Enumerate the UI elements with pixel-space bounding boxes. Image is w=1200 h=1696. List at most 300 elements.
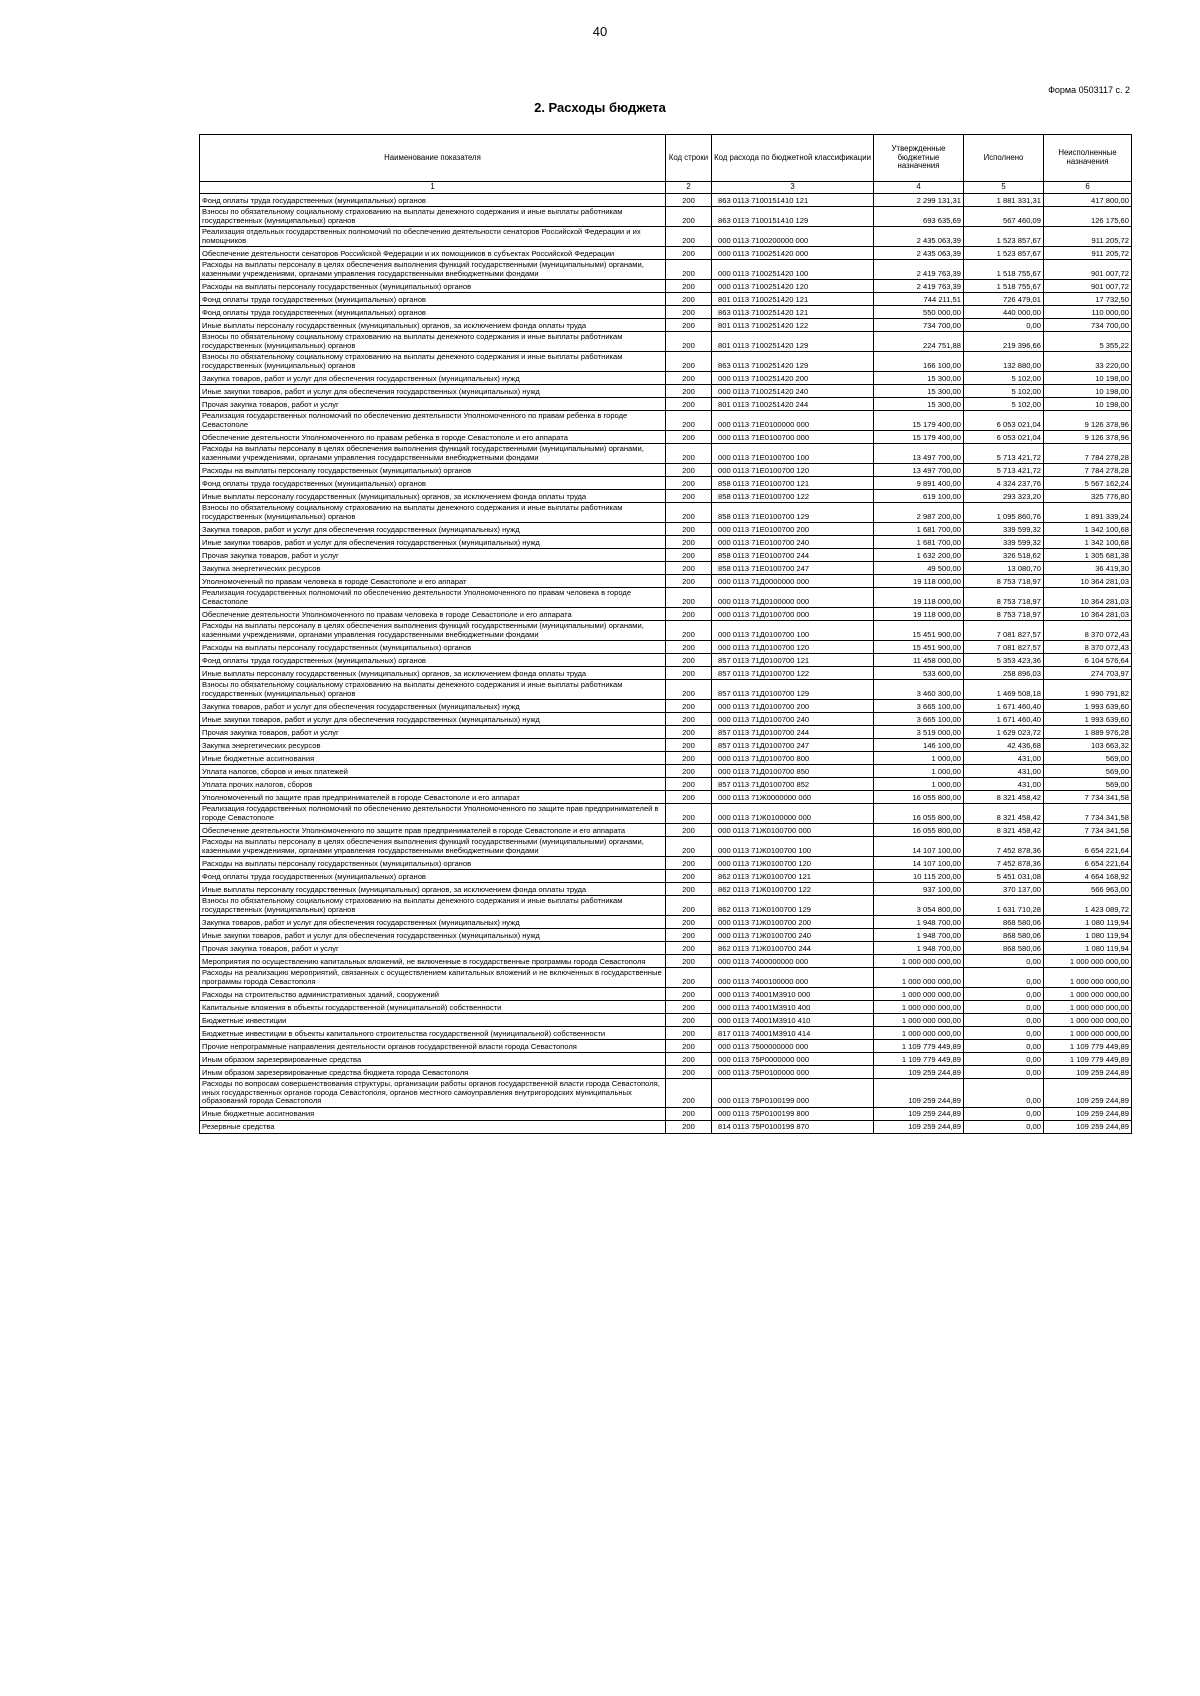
row-unexecuted: 9 126 378,96	[1044, 411, 1132, 431]
table-row	[200, 752, 1132, 765]
row-name: Капитальные вложения в объекты государственной (муниципальной) собственности	[200, 1001, 666, 1014]
row-executed: 1 631 710,28	[964, 896, 1044, 916]
row-line-code: 200	[666, 929, 712, 942]
row-approved: 2 987 200,00	[874, 503, 964, 523]
row-approved: 13 497 700,00	[874, 444, 964, 464]
table-row	[200, 1120, 1132, 1133]
row-unexecuted: 566 963,00	[1044, 883, 1132, 896]
row-classification-code: 858 0113 71Е0100700 247	[712, 562, 874, 575]
row-executed: 13 080,70	[964, 562, 1044, 575]
row-executed: 8 753 718,97	[964, 588, 1044, 608]
row-line-code: 200	[666, 955, 712, 968]
row-line-code: 200	[666, 870, 712, 883]
row-unexecuted: 569,00	[1044, 765, 1132, 778]
row-unexecuted: 1 342 100,68	[1044, 523, 1132, 536]
row-name: Реализация отдельных государственных полномочий по обеспечению деятельности сенаторов Российской Федерации и их помощников	[200, 227, 666, 247]
row-classification-code: 000 0113 71Е0100000 000	[712, 411, 874, 431]
row-name: Фонд оплаты труда государственных (муниципальных) органов	[200, 194, 666, 207]
row-classification-code: 857 0113 71Д0100700 122	[712, 667, 874, 680]
row-name: Расходы на выплаты персоналу государственных (муниципальных) органов	[200, 641, 666, 654]
row-approved: 10 115 200,00	[874, 870, 964, 883]
row-classification-code: 857 0113 71Д0100700 247	[712, 739, 874, 752]
row-executed: 4 324 237,76	[964, 477, 1044, 490]
row-unexecuted: 36 419,30	[1044, 562, 1132, 575]
row-approved: 1 000 000 000,00	[874, 1027, 964, 1040]
row-line-code: 200	[666, 667, 712, 680]
row-executed: 1 629 023,72	[964, 726, 1044, 739]
row-approved: 109 259 244,89	[874, 1120, 964, 1133]
row-executed: 339 599,32	[964, 523, 1044, 536]
row-line-code: 200	[666, 490, 712, 503]
table-row	[200, 654, 1132, 667]
row-classification-code: 801 0113 7100251420 129	[712, 332, 874, 352]
row-executed: 42 436,68	[964, 739, 1044, 752]
row-line-code: 200	[666, 562, 712, 575]
row-line-code: 200	[666, 726, 712, 739]
row-unexecuted: 1 109 779 449,89	[1044, 1053, 1132, 1066]
row-executed: 567 460,09	[964, 207, 1044, 227]
row-unexecuted: 417 800,00	[1044, 194, 1132, 207]
column-number: 3	[712, 182, 874, 194]
row-approved: 3 665 100,00	[874, 700, 964, 713]
row-unexecuted: 1 109 779 449,89	[1044, 1040, 1132, 1053]
table-row	[200, 490, 1132, 503]
row-classification-code: 863 0113 7100251420 121	[712, 306, 874, 319]
row-executed: 6 053 021,04	[964, 411, 1044, 431]
row-approved: 3 460 300,00	[874, 680, 964, 700]
row-approved: 19 118 000,00	[874, 575, 964, 588]
row-executed: 370 137,00	[964, 883, 1044, 896]
row-line-code: 200	[666, 1120, 712, 1133]
row-approved: 3 519 000,00	[874, 726, 964, 739]
row-unexecuted: 7 784 278,28	[1044, 444, 1132, 464]
row-classification-code: 000 0113 74001М3910 400	[712, 1001, 874, 1014]
row-line-code: 200	[666, 319, 712, 332]
row-executed: 431,00	[964, 765, 1044, 778]
row-classification-code: 000 0113 71Ж0100000 000	[712, 804, 874, 824]
row-line-code: 200	[666, 654, 712, 667]
row-classification-code: 862 0113 71Ж0100700 121	[712, 870, 874, 883]
row-unexecuted: 7 784 278,28	[1044, 464, 1132, 477]
table-row	[200, 352, 1132, 372]
row-line-code: 200	[666, 1027, 712, 1040]
row-classification-code: 000 0113 74001М3910 410	[712, 1014, 874, 1027]
row-classification-code: 857 0113 71Д0100700 129	[712, 680, 874, 700]
row-executed: 8 321 458,42	[964, 824, 1044, 837]
table-row	[200, 726, 1132, 739]
row-executed: 132 880,00	[964, 352, 1044, 372]
column-number: 2	[666, 182, 712, 194]
row-executed: 1 095 860,76	[964, 503, 1044, 523]
row-approved: 1 000 000 000,00	[874, 988, 964, 1001]
row-approved: 11 458 000,00	[874, 654, 964, 667]
row-classification-code: 000 0113 7400000000 000	[712, 955, 874, 968]
row-classification-code: 000 0113 71Е0100700 200	[712, 523, 874, 536]
row-name: Обеспечение деятельности сенаторов Российской Федерации и их помощников в субъектах Российской Федерации	[200, 247, 666, 260]
row-unexecuted: 901 007,72	[1044, 260, 1132, 280]
row-line-code: 200	[666, 352, 712, 372]
row-classification-code: 000 0113 75Р0100199 000	[712, 1079, 874, 1108]
row-classification-code: 863 0113 7100251420 129	[712, 352, 874, 372]
table-row	[200, 444, 1132, 464]
table-row	[200, 1040, 1132, 1053]
row-approved: 14 107 100,00	[874, 837, 964, 857]
row-unexecuted: 8 370 072,43	[1044, 641, 1132, 654]
table-row	[200, 667, 1132, 680]
row-classification-code: 000 0113 71Е0100700 000	[712, 431, 874, 444]
row-classification-code: 000 0113 7400100000 000	[712, 968, 874, 988]
row-classification-code: 000 0113 74001М3910 000	[712, 988, 874, 1001]
row-executed: 6 053 021,04	[964, 431, 1044, 444]
table-row	[200, 385, 1132, 398]
row-unexecuted: 1 889 976,28	[1044, 726, 1132, 739]
row-line-code: 200	[666, 752, 712, 765]
row-classification-code: 000 0113 71Д0100700 240	[712, 713, 874, 726]
expenditures-table	[199, 134, 1132, 1134]
row-classification-code: 801 0113 7100251420 244	[712, 398, 874, 411]
row-executed: 0,00	[964, 1040, 1044, 1053]
row-line-code: 200	[666, 1107, 712, 1120]
row-executed: 219 396,66	[964, 332, 1044, 352]
row-classification-code: 000 0113 71Е0100700 240	[712, 536, 874, 549]
row-unexecuted: 274 703,97	[1044, 667, 1132, 680]
table-row	[200, 503, 1132, 523]
row-line-code: 200	[666, 549, 712, 562]
row-line-code: 200	[666, 411, 712, 431]
row-classification-code: 000 0113 71Ж0100700 120	[712, 857, 874, 870]
row-line-code: 200	[666, 332, 712, 352]
row-unexecuted: 10 198,00	[1044, 385, 1132, 398]
row-line-code: 200	[666, 523, 712, 536]
table-row	[200, 372, 1132, 385]
table-row	[200, 1027, 1132, 1040]
row-unexecuted: 110 000,00	[1044, 306, 1132, 319]
row-line-code: 200	[666, 713, 712, 726]
table-row	[200, 431, 1132, 444]
row-approved: 3 054 800,00	[874, 896, 964, 916]
row-approved: 1 948 700,00	[874, 916, 964, 929]
row-name: Фонд оплаты труда государственных (муниципальных) органов	[200, 654, 666, 667]
row-line-code: 200	[666, 293, 712, 306]
table-row	[200, 1066, 1132, 1079]
table-row	[200, 621, 1132, 641]
row-executed: 868 580,06	[964, 916, 1044, 929]
table-row	[200, 227, 1132, 247]
row-executed: 1 881 331,31	[964, 194, 1044, 207]
row-unexecuted: 325 776,80	[1044, 490, 1132, 503]
row-line-code: 200	[666, 306, 712, 319]
column-number: 6	[1044, 182, 1132, 194]
row-approved: 9 891 400,00	[874, 477, 964, 490]
table-row	[200, 293, 1132, 306]
row-unexecuted: 569,00	[1044, 778, 1132, 791]
row-classification-code: 000 0113 71Д0100700 000	[712, 608, 874, 621]
row-name: Закупка товаров, работ и услуг для обеспечения государственных (муниципальных) нужд	[200, 523, 666, 536]
row-name: Уполномоченный по правам человека в городе Севастополе и его аппарат	[200, 575, 666, 588]
row-classification-code: 000 0113 71Д0100700 800	[712, 752, 874, 765]
table-row	[200, 1001, 1132, 1014]
table-body	[200, 194, 1132, 1134]
row-executed: 5 713 421,72	[964, 444, 1044, 464]
row-executed: 293 323,20	[964, 490, 1044, 503]
row-classification-code: 857 0113 71Д0100700 852	[712, 778, 874, 791]
row-line-code: 200	[666, 385, 712, 398]
row-classification-code: 814 0113 75Р0100199 870	[712, 1120, 874, 1133]
row-line-code: 200	[666, 916, 712, 929]
row-line-code: 200	[666, 431, 712, 444]
row-name: Взносы по обязательному социальному страхованию на выплаты денежного содержания и иные выплаты работникам государственных (муниципальных) органов	[200, 680, 666, 700]
row-approved: 146 100,00	[874, 739, 964, 752]
row-name: Закупка энергетических ресурсов	[200, 739, 666, 752]
row-name: Взносы по обязательному социальному страхованию на выплаты денежного содержания и иные выплаты работникам государственных (муниципальных) органов	[200, 207, 666, 227]
row-line-code: 200	[666, 1040, 712, 1053]
row-approved: 1 681 700,00	[874, 536, 964, 549]
row-unexecuted: 1 080 119,94	[1044, 929, 1132, 942]
row-approved: 166 100,00	[874, 352, 964, 372]
row-line-code: 200	[666, 680, 712, 700]
row-line-code: 200	[666, 942, 712, 955]
row-unexecuted: 1 891 339,24	[1044, 503, 1132, 523]
table-row	[200, 916, 1132, 929]
row-line-code: 200	[666, 608, 712, 621]
row-classification-code: 862 0113 71Ж0100700 122	[712, 883, 874, 896]
row-line-code: 200	[666, 398, 712, 411]
table-row	[200, 1014, 1132, 1027]
row-classification-code: 000 0113 75Р0100199 800	[712, 1107, 874, 1120]
row-name: Расходы на выплаты персоналу государственных (муниципальных) органов	[200, 857, 666, 870]
row-approved: 15 300,00	[874, 372, 964, 385]
row-executed: 8 753 718,97	[964, 608, 1044, 621]
row-line-code: 200	[666, 588, 712, 608]
table-row	[200, 280, 1132, 293]
row-approved: 15 300,00	[874, 385, 964, 398]
row-executed: 339 599,32	[964, 536, 1044, 549]
page-number: 40	[592, 24, 608, 39]
row-classification-code: 858 0113 71Е0100700 121	[712, 477, 874, 490]
row-unexecuted: 126 175,60	[1044, 207, 1132, 227]
column-header-unexecuted: Неисполненные назначения	[1044, 135, 1132, 182]
table-row	[200, 319, 1132, 332]
row-approved: 1 632 200,00	[874, 549, 964, 562]
form-code: Форма 0503117 с. 2	[1048, 85, 1130, 95]
row-classification-code: 000 0113 7500000000 000	[712, 1040, 874, 1053]
row-unexecuted: 1 993 639,60	[1044, 713, 1132, 726]
row-approved: 14 107 100,00	[874, 857, 964, 870]
table-row	[200, 791, 1132, 804]
row-executed: 7 081 827,57	[964, 641, 1044, 654]
row-line-code: 200	[666, 778, 712, 791]
row-name: Расходы по вопросам совершенствования структуры, организации работы органов государственной власти города Севастополя, иных государственных органов города Севастополя, органов местного самоуправления внутригородских муниципальных образований города Севастополя	[200, 1079, 666, 1108]
row-approved: 49 500,00	[874, 562, 964, 575]
row-unexecuted: 1 342 100,68	[1044, 536, 1132, 549]
row-executed: 0,00	[964, 1001, 1044, 1014]
row-classification-code: 000 0113 71Д0100000 000	[712, 588, 874, 608]
row-line-code: 200	[666, 444, 712, 464]
row-name: Закупка товаров, работ и услуг для обеспечения государственных (муниципальных) нужд	[200, 916, 666, 929]
row-classification-code: 857 0113 71Д0100700 244	[712, 726, 874, 739]
row-name: Иные бюджетные ассигнования	[200, 752, 666, 765]
row-name: Уплата прочих налогов, сборов	[200, 778, 666, 791]
row-name: Иные бюджетные ассигнования	[200, 1107, 666, 1120]
row-name: Иные закупки товаров, работ и услуг для обеспечения государственных (муниципальных) нужд	[200, 929, 666, 942]
row-classification-code: 000 0113 7100251420 000	[712, 247, 874, 260]
row-approved: 2 435 063,39	[874, 247, 964, 260]
row-classification-code: 000 0113 71Д0100700 120	[712, 641, 874, 654]
row-executed: 8 753 718,97	[964, 575, 1044, 588]
row-approved: 1 109 779 449,89	[874, 1040, 964, 1053]
row-executed: 326 518,62	[964, 549, 1044, 562]
row-classification-code: 000 0113 7100200000 000	[712, 227, 874, 247]
row-executed: 868 580,06	[964, 942, 1044, 955]
row-line-code: 200	[666, 372, 712, 385]
row-approved: 533 600,00	[874, 667, 964, 680]
row-line-code: 200	[666, 227, 712, 247]
table-row	[200, 713, 1132, 726]
row-approved: 15 179 400,00	[874, 411, 964, 431]
row-unexecuted: 1 000 000 000,00	[1044, 1001, 1132, 1014]
row-executed: 5 102,00	[964, 372, 1044, 385]
row-approved: 16 055 800,00	[874, 791, 964, 804]
row-classification-code: 000 0113 71Ж0100700 240	[712, 929, 874, 942]
column-header-line-code: Код строки	[666, 135, 712, 182]
row-line-code: 200	[666, 700, 712, 713]
row-classification-code: 000 0113 71Ж0100700 000	[712, 824, 874, 837]
row-name: Резервные средства	[200, 1120, 666, 1133]
row-name: Уполномоченный по защите прав предпринимателей в городе Севастополе и его аппарат	[200, 791, 666, 804]
row-unexecuted: 1 000 000 000,00	[1044, 955, 1132, 968]
table-row	[200, 929, 1132, 942]
table-row	[200, 680, 1132, 700]
row-classification-code: 000 0113 7100251420 100	[712, 260, 874, 280]
row-classification-code: 000 0113 7100251420 120	[712, 280, 874, 293]
row-approved: 1 948 700,00	[874, 929, 964, 942]
table-row	[200, 398, 1132, 411]
row-classification-code: 862 0113 71Ж0100700 244	[712, 942, 874, 955]
row-approved: 1 948 700,00	[874, 942, 964, 955]
row-unexecuted: 1 990 791,82	[1044, 680, 1132, 700]
row-name: Закупка энергетических ресурсов	[200, 562, 666, 575]
column-header-approved: Утвержденные бюджетные назначения	[874, 135, 964, 182]
row-approved: 15 451 900,00	[874, 621, 964, 641]
row-executed: 1 671 460,40	[964, 700, 1044, 713]
row-executed: 440 000,00	[964, 306, 1044, 319]
column-number: 4	[874, 182, 964, 194]
row-unexecuted: 911 205,72	[1044, 227, 1132, 247]
row-name: Иные закупки товаров, работ и услуг для обеспечения государственных (муниципальных) нужд	[200, 385, 666, 398]
table-row	[200, 549, 1132, 562]
row-line-code: 200	[666, 194, 712, 207]
row-line-code: 200	[666, 477, 712, 490]
column-header-name: Наименование показателя	[200, 135, 666, 182]
table-row	[200, 1079, 1132, 1108]
row-approved: 1 000,00	[874, 752, 964, 765]
column-number: 5	[964, 182, 1044, 194]
report-title: 2. Расходы бюджета	[534, 100, 666, 115]
table-row	[200, 896, 1132, 916]
row-line-code: 200	[666, 1066, 712, 1079]
row-executed: 0,00	[964, 1027, 1044, 1040]
row-unexecuted: 10 198,00	[1044, 372, 1132, 385]
row-unexecuted: 7 734 341,58	[1044, 791, 1132, 804]
row-unexecuted: 6 654 221,64	[1044, 837, 1132, 857]
row-approved: 3 665 100,00	[874, 713, 964, 726]
row-executed: 1 469 508,18	[964, 680, 1044, 700]
row-name: Прочая закупка товаров, работ и услуг	[200, 398, 666, 411]
row-unexecuted: 7 734 341,58	[1044, 824, 1132, 837]
row-classification-code: 857 0113 71Д0100700 121	[712, 654, 874, 667]
row-executed: 0,00	[964, 955, 1044, 968]
row-approved: 1 000 000 000,00	[874, 968, 964, 988]
row-approved: 550 000,00	[874, 306, 964, 319]
column-number-row	[200, 182, 1132, 194]
row-executed: 5 102,00	[964, 398, 1044, 411]
table-row	[200, 575, 1132, 588]
row-classification-code: 000 0113 71Ж0100700 100	[712, 837, 874, 857]
row-executed: 5 713 421,72	[964, 464, 1044, 477]
table-row	[200, 942, 1132, 955]
row-name: Взносы по обязательному социальному страхованию на выплаты денежного содержания и иные выплаты работникам государственных (муниципальных) органов	[200, 352, 666, 372]
row-unexecuted: 5 355,22	[1044, 332, 1132, 352]
row-name: Расходы на выплаты персоналу государственных (муниципальных) органов	[200, 464, 666, 477]
row-executed: 5 451 031,08	[964, 870, 1044, 883]
row-unexecuted: 10 198,00	[1044, 398, 1132, 411]
row-approved: 1 681 700,00	[874, 523, 964, 536]
row-executed: 0,00	[964, 1120, 1044, 1133]
row-name: Прочие непрограммные направления деятельности органов государственной власти города Севастополя	[200, 1040, 666, 1053]
row-unexecuted: 901 007,72	[1044, 280, 1132, 293]
row-line-code: 200	[666, 824, 712, 837]
row-executed: 0,00	[964, 988, 1044, 1001]
table-row	[200, 536, 1132, 549]
row-unexecuted: 10 364 281,03	[1044, 575, 1132, 588]
row-unexecuted: 109 259 244,89	[1044, 1066, 1132, 1079]
row-name: Иные закупки товаров, работ и услуг для обеспечения государственных (муниципальных) нужд	[200, 713, 666, 726]
row-unexecuted: 1 080 119,94	[1044, 942, 1132, 955]
row-approved: 13 497 700,00	[874, 464, 964, 477]
row-classification-code: 858 0113 71Е0100700 244	[712, 549, 874, 562]
row-executed: 7 452 878,36	[964, 857, 1044, 870]
row-name: Фонд оплаты труда государственных (муниципальных) органов	[200, 306, 666, 319]
row-classification-code: 000 0113 75Р0000000 000	[712, 1053, 874, 1066]
row-approved: 1 000 000 000,00	[874, 1001, 964, 1014]
row-unexecuted: 1 000 000 000,00	[1044, 968, 1132, 988]
table-row	[200, 883, 1132, 896]
row-approved: 693 635,69	[874, 207, 964, 227]
row-line-code: 200	[666, 207, 712, 227]
row-name: Иные выплаты персоналу государственных (муниципальных) органов, за исключением фонда оплаты труда	[200, 883, 666, 896]
row-name: Взносы по обязательному социальному страхованию на выплаты денежного содержания и иные выплаты работникам государственных (муниципальных) органов	[200, 332, 666, 352]
row-unexecuted: 9 126 378,96	[1044, 431, 1132, 444]
row-classification-code: 000 0113 71Е0100700 120	[712, 464, 874, 477]
row-approved: 1 000,00	[874, 778, 964, 791]
row-approved: 224 751,88	[874, 332, 964, 352]
row-executed: 0,00	[964, 1079, 1044, 1108]
row-executed: 1 523 857,67	[964, 227, 1044, 247]
table-row	[200, 739, 1132, 752]
table-row	[200, 778, 1132, 791]
table-row	[200, 523, 1132, 536]
column-header-classification-code: Код расхода по бюджетной классификации	[712, 135, 874, 182]
row-classification-code: 817 0113 74001М3910 414	[712, 1027, 874, 1040]
table-row	[200, 562, 1132, 575]
row-name: Фонд оплаты труда государственных (муниципальных) органов	[200, 870, 666, 883]
row-name: Уплата налогов, сборов и иных платежей	[200, 765, 666, 778]
row-classification-code: 863 0113 7100151410 121	[712, 194, 874, 207]
row-executed: 7 452 878,36	[964, 837, 1044, 857]
row-classification-code: 000 0113 71Ж0100700 200	[712, 916, 874, 929]
table-row	[200, 988, 1132, 1001]
row-classification-code: 801 0113 7100251420 122	[712, 319, 874, 332]
